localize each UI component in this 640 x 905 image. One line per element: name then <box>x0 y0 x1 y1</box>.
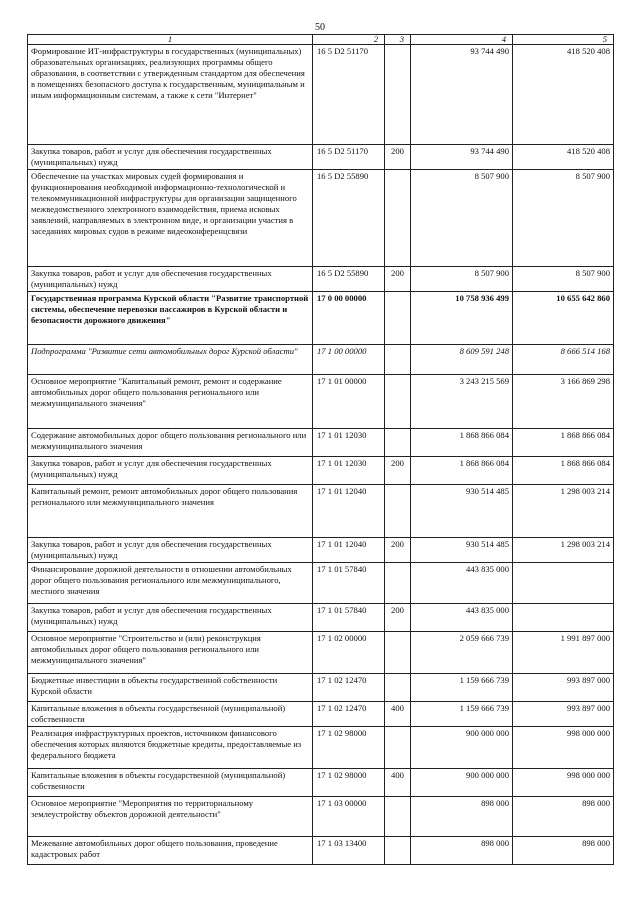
cell-code: 16 5 D2 55890 <box>313 170 385 267</box>
cell-amount-2: 1 298 003 214 <box>513 538 614 563</box>
cell-name: Закупка товаров, работ и услуг для обеспечения государственных (муниципальных) нужд <box>28 267 313 292</box>
cell-amount-2: 418 520 408 <box>513 45 614 145</box>
cell-expense-type: 200 <box>385 457 411 485</box>
cell-code: 16 5 D2 51170 <box>313 45 385 145</box>
cell-amount-1: 1 159 666 739 <box>411 701 513 726</box>
table-row <box>28 603 614 631</box>
cell-name: Реализация инфраструктурных проектов, источником финансового обеспечения которых являются бюджетные кредиты, предоставляемые из федерального бюджета <box>28 726 313 768</box>
cell-expense-type <box>385 375 411 429</box>
cell-expense-type: 200 <box>385 267 411 292</box>
cell-amount-1: 443 835 000 <box>411 603 513 631</box>
cell-code: 17 1 02 12470 <box>313 673 385 701</box>
cell-name: Закупка товаров, работ и услуг для обеспечения государственных (муниципальных) нужд <box>28 538 313 563</box>
cell-amount-2: 8 666 514 168 <box>513 345 614 375</box>
cell-amount-1: 1 868 866 084 <box>411 429 513 457</box>
cell-expense-type <box>385 836 411 864</box>
cell-amount-2: 993 897 000 <box>513 701 614 726</box>
cell-amount-1: 93 744 490 <box>411 45 513 145</box>
cell-amount-1: 900 000 000 <box>411 768 513 796</box>
table-row <box>28 145 614 170</box>
cell-amount-2: 998 000 000 <box>513 726 614 768</box>
budget-table <box>27 34 614 865</box>
cell-code: 17 1 03 00000 <box>313 796 385 836</box>
table-row <box>28 345 614 375</box>
cell-expense-type <box>385 170 411 267</box>
cell-name: Межевание автомобильных дорог общего пользования, проведение кадастровых работ <box>28 836 313 864</box>
cell-name: Государственная программа Курской области "Развитие транспортной системы, обеспечение перевозки пассажиров в Курской области и безопасности дорожного движения" <box>28 292 313 345</box>
cell-expense-type <box>385 673 411 701</box>
table-row <box>28 170 614 267</box>
cell-code: 16 5 D2 51170 <box>313 145 385 170</box>
table-row <box>28 429 614 457</box>
cell-code: 17 1 00 00000 <box>313 345 385 375</box>
cell-amount-2: 1 868 866 084 <box>513 429 614 457</box>
cell-amount-2: 998 000 000 <box>513 768 614 796</box>
cell-name: Капитальный ремонт, ремонт автомобильных дорог общего пользования регионального или межмуниципального значения <box>28 485 313 538</box>
cell-name: Обеспечение на участках мировых судей формирования и функционирования необходимой информационно-технологической и телекоммуникационной инфраструктуры для организации защищенного межведомственного электронного взаимодействия, приема исковых заявлений, направляемых в электронном виде, и организации участия в заседаниях мировых судов в режиме видеоконференцсвязи <box>28 170 313 267</box>
cell-expense-type <box>385 796 411 836</box>
table-row <box>28 292 614 345</box>
column-header-expense-type: 3 <box>385 35 411 45</box>
cell-code: 17 1 02 98000 <box>313 726 385 768</box>
cell-code: 17 1 01 57840 <box>313 603 385 631</box>
table-row <box>28 768 614 796</box>
cell-amount-2: 898 000 <box>513 796 614 836</box>
cell-name: Закупка товаров, работ и услуг для обеспечения государственных (муниципальных) нужд <box>28 457 313 485</box>
cell-name: Содержание автомобильных дорог общего пользования регионального или межмуниципального значения <box>28 429 313 457</box>
cell-code: 17 0 00 00000 <box>313 292 385 345</box>
column-number-header <box>28 35 614 45</box>
cell-amount-2: 898 000 <box>513 836 614 864</box>
cell-expense-type: 200 <box>385 603 411 631</box>
cell-name: Бюджетные инвестиции в объекты государственной собственности Курской области <box>28 673 313 701</box>
cell-amount-1: 930 514 485 <box>411 538 513 563</box>
cell-name: Закупка товаров, работ и услуг для обеспечения государственных (муниципальных) нужд <box>28 603 313 631</box>
cell-amount-2: 1 298 003 214 <box>513 485 614 538</box>
cell-amount-1: 898 000 <box>411 796 513 836</box>
cell-amount-2: 1 868 866 084 <box>513 457 614 485</box>
cell-name: Основное мероприятие "Капитальный ремонт, ремонт и содержание автомобильных дорог общего пользования регионального или межмуниципального значения" <box>28 375 313 429</box>
cell-code: 17 1 02 98000 <box>313 768 385 796</box>
cell-code: 16 5 D2 55890 <box>313 267 385 292</box>
column-header-name: 1 <box>28 35 313 45</box>
page-number: 50 <box>315 22 325 33</box>
cell-name: Закупка товаров, работ и услуг для обеспечения государственных (муниципальных) нужд <box>28 145 313 170</box>
cell-name: Капитальные вложения в объекты государственной (муниципальной) собственности <box>28 701 313 726</box>
cell-expense-type <box>385 485 411 538</box>
cell-code: 17 1 01 12030 <box>313 429 385 457</box>
cell-amount-1: 93 744 490 <box>411 145 513 170</box>
cell-expense-type <box>385 45 411 145</box>
cell-code: 17 1 01 12040 <box>313 485 385 538</box>
cell-expense-type: 400 <box>385 701 411 726</box>
cell-amount-1: 443 835 000 <box>411 562 513 603</box>
table-row <box>28 375 614 429</box>
cell-amount-1: 2 059 666 739 <box>411 631 513 673</box>
cell-amount-2: 10 655 642 860 <box>513 292 614 345</box>
table-row <box>28 796 614 836</box>
cell-name: Основное мероприятие "Строительство и (или) реконструкция автомобильных дорог общего пользования регионального или межмуниципального значения" <box>28 631 313 673</box>
cell-expense-type <box>385 345 411 375</box>
cell-code: 17 1 01 12030 <box>313 457 385 485</box>
cell-code: 17 1 01 00000 <box>313 375 385 429</box>
cell-amount-1: 1 868 866 084 <box>411 457 513 485</box>
cell-code: 17 1 02 12470 <box>313 701 385 726</box>
cell-amount-2: 418 520 408 <box>513 145 614 170</box>
cell-amount-1: 930 514 485 <box>411 485 513 538</box>
table-row <box>28 836 614 864</box>
cell-name: Основное мероприятие "Мероприятия по территориальному землеустройству объектов дорожной деятельности" <box>28 796 313 836</box>
cell-expense-type: 200 <box>385 145 411 170</box>
cell-amount-1: 900 000 000 <box>411 726 513 768</box>
cell-expense-type: 400 <box>385 768 411 796</box>
table-row <box>28 726 614 768</box>
cell-amount-1: 898 000 <box>411 836 513 864</box>
table-body <box>28 45 614 865</box>
cell-amount-2 <box>513 562 614 603</box>
cell-amount-1: 10 758 936 499 <box>411 292 513 345</box>
cell-amount-1: 1 159 666 739 <box>411 673 513 701</box>
cell-expense-type <box>385 726 411 768</box>
table-row <box>28 457 614 485</box>
table-row <box>28 631 614 673</box>
cell-amount-1: 8 507 900 <box>411 267 513 292</box>
cell-name: Капитальные вложения в объекты государственной (муниципальной) собственности <box>28 768 313 796</box>
cell-code: 17 1 03 13400 <box>313 836 385 864</box>
cell-expense-type <box>385 292 411 345</box>
cell-amount-2 <box>513 603 614 631</box>
cell-amount-2: 8 507 900 <box>513 170 614 267</box>
table-row <box>28 485 614 538</box>
cell-amount-2: 1 991 897 000 <box>513 631 614 673</box>
cell-name: Финансирование дорожной деятельности в отношении автомобильных дорог общего пользования регионального или межмуниципального, местного значения <box>28 562 313 603</box>
cell-name: Формирование ИТ-инфраструктуры в государственных (муниципальных) образовательных организациях, реализующих программы общего образования, в соответствии с утвержденным стандартом для обеспечения в помещениях безопасного доступа к государственным, муниципальным и иным информационным системам, а также к сети "Интернет" <box>28 45 313 145</box>
cell-expense-type <box>385 429 411 457</box>
table-row <box>28 45 614 145</box>
cell-expense-type: 200 <box>385 538 411 563</box>
cell-code: 17 1 01 57840 <box>313 562 385 603</box>
column-header-amount-1: 4 <box>411 35 513 45</box>
column-header-code: 2 <box>313 35 385 45</box>
cell-expense-type <box>385 631 411 673</box>
table-row <box>28 562 614 603</box>
cell-code: 17 1 02 00000 <box>313 631 385 673</box>
cell-amount-1: 8 507 900 <box>411 170 513 267</box>
table-row <box>28 701 614 726</box>
cell-name: Подпрограмма "Развитие сети автомобильных дорог Курской области" <box>28 345 313 375</box>
cell-amount-2: 8 507 900 <box>513 267 614 292</box>
table-row <box>28 267 614 292</box>
cell-amount-2: 993 897 000 <box>513 673 614 701</box>
column-header-amount-2: 5 <box>513 35 614 45</box>
cell-amount-2: 3 166 869 298 <box>513 375 614 429</box>
table-row <box>28 673 614 701</box>
cell-code: 17 1 01 12040 <box>313 538 385 563</box>
cell-expense-type <box>385 562 411 603</box>
table-row <box>28 538 614 563</box>
cell-amount-1: 8 609 591 248 <box>411 345 513 375</box>
cell-amount-1: 3 243 215 569 <box>411 375 513 429</box>
